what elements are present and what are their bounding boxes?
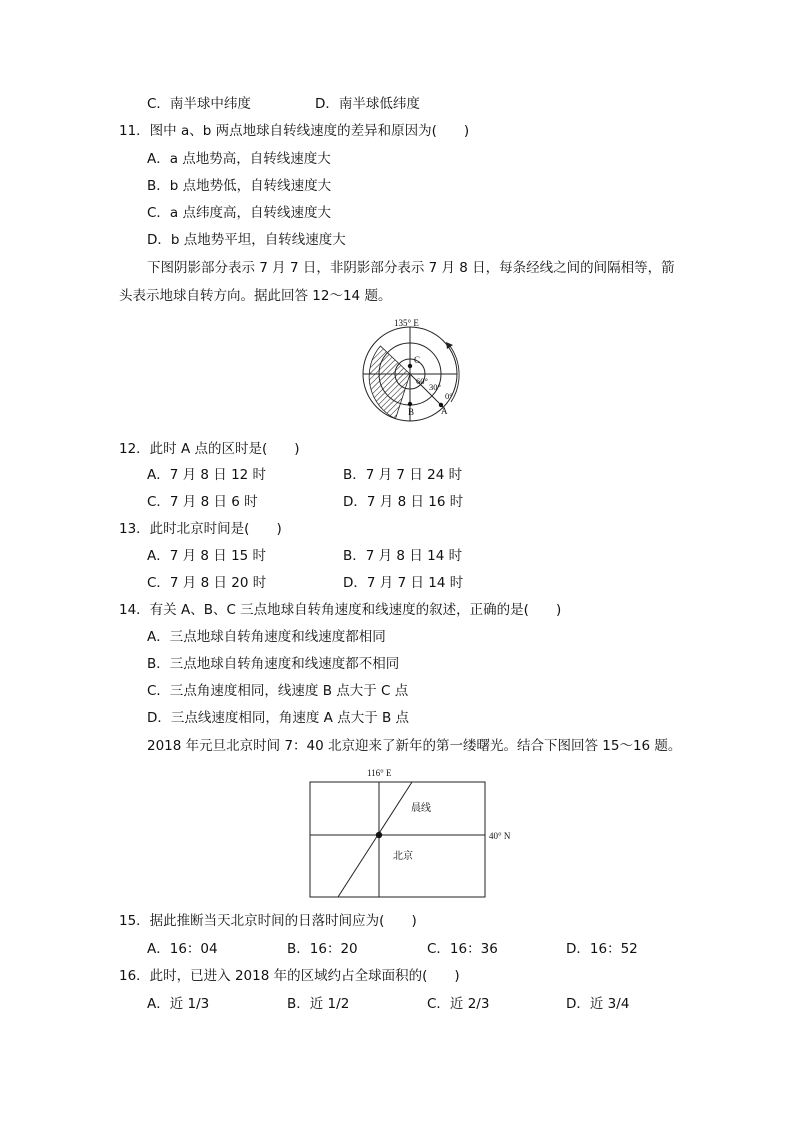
beijing-point bbox=[376, 832, 382, 838]
q15-stem: 15．据此推断当天北京时间的日落时间应为( ) bbox=[119, 913, 417, 929]
label-a: A bbox=[441, 406, 448, 416]
label-0: 0° bbox=[445, 391, 453, 401]
label-116e: 116° E bbox=[367, 768, 392, 778]
intro1-line2: 头表示地球自转方向。据此回答 12～14 题。 bbox=[119, 288, 392, 304]
label-b: B bbox=[408, 407, 415, 417]
q12-option-a: A．7 月 8 日 12 时 bbox=[147, 467, 267, 483]
q13-stem: 13．此时北京时间是( ) bbox=[119, 521, 282, 537]
intro2-line1: 2018 年元旦北京时间 7：40 北京迎来了新年的第一缕曙光。结合下图回答 15～16 题。 bbox=[147, 738, 682, 754]
q12-option-b: B．7 月 7 日 24 时 bbox=[343, 467, 463, 483]
q15-option-c: C．16：36 bbox=[427, 941, 498, 957]
point-b bbox=[408, 402, 412, 406]
q14-option-b: B．三点地球自转角速度和线速度都不相同 bbox=[147, 656, 400, 672]
q12-stem: 12．此时 A 点的区时是( ) bbox=[119, 441, 300, 457]
q14-option-d: D．三点线速度相同，角速度 A 点大于 B 点 bbox=[147, 710, 410, 726]
q16-option-c: C．近 2/3 bbox=[427, 996, 490, 1012]
q11-option-a: A．a 点地势高，自转线速度大 bbox=[147, 151, 331, 167]
label-dawn-line: 晨线 bbox=[411, 803, 431, 814]
map-frame bbox=[310, 782, 485, 897]
q16-option-b: B．近 1/2 bbox=[287, 996, 350, 1012]
q13-option-b: B．7 月 8 日 14 时 bbox=[343, 548, 463, 564]
q13-option-a: A．7 月 8 日 15 时 bbox=[147, 548, 267, 564]
label-beijing: 北京 bbox=[393, 851, 413, 862]
q10-option-c: C．南半球中纬度 bbox=[147, 96, 251, 112]
point-c bbox=[408, 364, 412, 368]
q11-option-d: D．b 点地势平坦，自转线速度大 bbox=[147, 232, 346, 248]
q16-stem: 16．此时，已进入 2018 年的区域约占全球面积的( ) bbox=[119, 968, 460, 984]
q13-option-c: C．7 月 8 日 20 时 bbox=[147, 575, 267, 591]
q12-option-d: D．7 月 8 日 16 时 bbox=[343, 494, 464, 510]
dawn-line bbox=[338, 782, 412, 897]
q14-option-a: A．三点地球自转角速度和线速度都相同 bbox=[147, 629, 386, 645]
q15-option-d: D．16：52 bbox=[566, 941, 638, 957]
label-c: C bbox=[414, 355, 421, 365]
figure1-polar-diagram bbox=[350, 314, 470, 424]
q11-stem: 11．图中 a、b 两点地球自转线速度的差异和原因为( ) bbox=[119, 123, 470, 139]
q16-option-d: D．近 3/4 bbox=[566, 996, 630, 1012]
shaded-sector-jul7 bbox=[369, 346, 410, 419]
q15-option-a: A．16：04 bbox=[147, 941, 218, 957]
intro1-line1: 下图阴影部分表示 7 月 7 日，非阴影部分表示 7 月 8 日，每条经线之间的间隔相等，箭 bbox=[147, 260, 675, 276]
q15-option-b: B．16：20 bbox=[287, 941, 358, 957]
q11-option-b: B．b 点地势低，自转线速度大 bbox=[147, 178, 332, 194]
q12-option-c: C．7 月 8 日 6 时 bbox=[147, 494, 258, 510]
q10-option-d: D．南半球低纬度 bbox=[315, 96, 420, 112]
q14-stem: 14．有关 A、B、C 三点地球自转角速度和线速度的叙述，正确的是( ) bbox=[119, 602, 562, 618]
label-60: 60° bbox=[416, 376, 428, 386]
q14-option-c: C．三点角速度相同，线速度 B 点大于 C 点 bbox=[147, 683, 409, 699]
q13-option-d: D．7 月 7 日 14 时 bbox=[343, 575, 464, 591]
q11-option-c: C．a 点纬度高，自转线速度大 bbox=[147, 205, 331, 221]
figure2-dawn-line-diagram bbox=[300, 764, 530, 902]
label-40n: 40° N bbox=[489, 831, 511, 841]
label-135e: 135° E bbox=[394, 318, 419, 328]
q16-option-a: A．近 1/3 bbox=[147, 996, 210, 1012]
label-30: 30° bbox=[429, 382, 441, 392]
